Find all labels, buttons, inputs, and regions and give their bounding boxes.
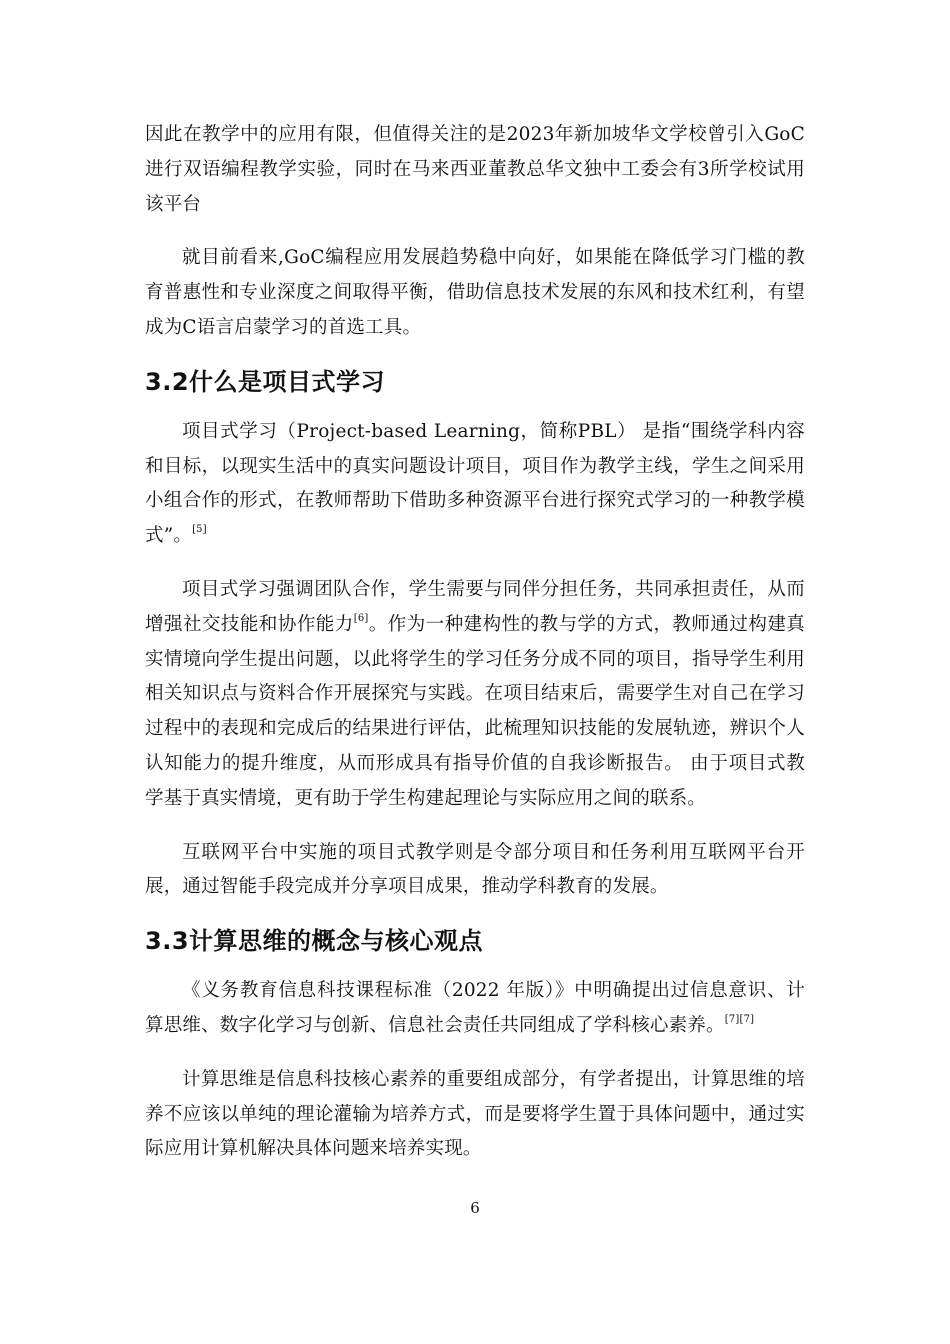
document-page xyxy=(145,118,805,1186)
paragraph-text: 项目式学习强调团队合作，学生需要与同伴分担任务，共同承担责任，从而增强社交技能和协作能力 xyxy=(145,578,805,635)
citation-marker[interactable]: [7][7] xyxy=(724,1013,755,1025)
section-heading-3-2: 3.2什么是项目式学习 xyxy=(145,367,386,396)
citation-marker[interactable]: [6] xyxy=(353,612,369,624)
section-heading-3-3: 3.3计算思维的概念与核心观点 xyxy=(145,927,484,956)
citation-marker[interactable]: [5] xyxy=(192,524,207,536)
paragraph-goc-overseas-adoption xyxy=(145,118,805,222)
paragraph-text: 互联网平台中实施的项目式教学则是令部分项目和任务利用互联网平台开展，通过智能手段完成并分享项目成果，推动学科教育的发展。 xyxy=(145,841,805,898)
paragraph-goc-outlook xyxy=(145,241,805,345)
paragraph-text: 就目前看来,GoC编程应用发展趋势稳中向好，如果能在降低学习门槛的教育普惠性和专业深度之间取得平衡，借助信息技术发展的东风和技术红利，有望成为C语言启蒙学习的首选工具。 xyxy=(145,247,805,338)
paragraph-pbl-teamwork xyxy=(145,573,805,817)
paragraph-pbl-internet xyxy=(145,836,805,906)
paragraph-text: 项目式学习（Project-based Learning，简称PBL） 是指“围绕学科内容和目标，以现实生活中的真实问题设计项目，项目作为教学主线，学生之间采用小组合作的形式，在教师帮助下借助多种资源平台进行探究式学习的一种教学模式”。 xyxy=(145,420,805,547)
paragraph-text: 计算思维是信息科技核心素养的重要组成部分，有学者提出，计算思维的培养不应该以单纯的理论灌输为培养方式，而是要将学生置于具体问题中，通过实际应用计算机解决具体问题来培养实现。 xyxy=(145,1068,805,1160)
paragraph-curriculum-standard xyxy=(145,974,805,1044)
paragraph-computational-thinking xyxy=(145,1063,805,1167)
page-number: 6 xyxy=(470,1199,480,1217)
paragraph-text: 因此在教学中的应用有限，但值得关注的是2023年新加坡华文学校曾引入GoC进行双语编程教学实验，同时在马来西亚董教总华文独中工委会有3所学校试用该平台 xyxy=(145,124,805,215)
paragraph-text: 《义务教育信息科技课程标准（2022 年版）》中明确提出过信息意识、计算思维、数字化学习与创新、信息社会责任共同组成了学科核心素养。 xyxy=(145,980,805,1036)
paragraph-pbl-definition xyxy=(145,415,805,554)
paragraph-text: 。作为一种建构性的教与学的方式，教师通过构建真实情境向学生提出问题，以此将学生的学习任务分成不同的项目，指导学生利用相关知识点与资料合作开展探究与实践。在项目结束后，需要学生对自己在学习过程中的表现和完成后的结果进行评估，此梳理知识技能的发展轨迹，辨识个人认知能力的提升维度，从而形成具有指导价值的自我诊断报告。 由于项目式教学基于真实情境，更有助于学生构建起理论与实际应用之间的联系。 xyxy=(145,613,805,809)
